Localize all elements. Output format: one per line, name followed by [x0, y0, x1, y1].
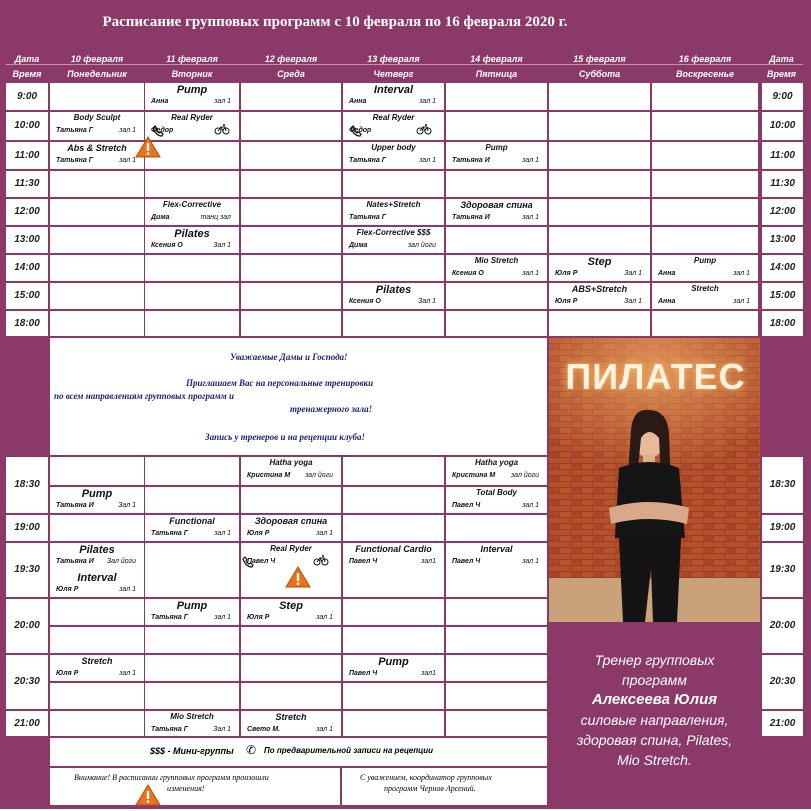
- warning-icon: [285, 566, 311, 593]
- class-title: Step: [587, 256, 612, 268]
- schedule-cell: [652, 112, 758, 140]
- room-label: зал 1: [119, 586, 136, 593]
- class-event: [50, 571, 144, 597]
- trainer-line: здоровая спина, Pilates,: [576, 732, 733, 748]
- instructor-name: Павел Ч: [349, 558, 378, 565]
- class-event: [343, 142, 444, 168]
- schedule-cell: [50, 199, 144, 225]
- class-title: Flex-Corrective $$$: [356, 228, 431, 237]
- time-cell: 18:00: [762, 311, 803, 336]
- schedule-cell: [241, 627, 341, 653]
- mini-groups-text: $$$ - Мини-группы: [150, 746, 234, 756]
- schedule-cell: [50, 83, 144, 110]
- instructor-name: Юля Р: [56, 670, 79, 677]
- class-event: [343, 83, 444, 109]
- class-title: Interval: [373, 84, 414, 96]
- class-title: Real Ryder: [270, 544, 312, 553]
- class-event: [50, 487, 144, 513]
- class-title: Pump: [176, 600, 208, 612]
- signature-text: С уважением, координатор групповых: [360, 773, 492, 782]
- schedule-cell: [343, 711, 444, 736]
- page-title: Расписание групповых программ с 10 февраля по 16 февраля 2020 г.: [102, 14, 568, 30]
- room-label: зал 1: [522, 502, 539, 509]
- date-label-left: Дата: [14, 54, 40, 64]
- room-label: зал 1: [733, 298, 750, 305]
- room-label: зал 1: [119, 670, 136, 677]
- time-cell: 11:30: [762, 171, 803, 197]
- trainer-line: силовые направления,: [580, 712, 729, 728]
- schedule-cell: [652, 83, 758, 110]
- schedule-cell: [145, 543, 239, 571]
- instructor-name: Татьяна Г: [56, 157, 94, 164]
- schedule-cell: [446, 83, 547, 110]
- class-title: Mio Stretch: [170, 712, 214, 721]
- schedule-cell: [50, 457, 144, 485]
- schedule-cell: [241, 683, 341, 709]
- schedule-cell: [241, 283, 341, 309]
- schedule-cell: [343, 599, 444, 625]
- class-event: [50, 543, 144, 569]
- room-label: Зал 1: [418, 298, 436, 305]
- instructor-name: Татьяна И: [56, 558, 94, 565]
- room-label: Зал 1: [624, 270, 642, 277]
- room-label: зал 1: [119, 127, 136, 134]
- warning-icon: [135, 136, 161, 163]
- schedule-cell: [343, 683, 444, 709]
- instructor-name: Юля Р: [247, 530, 270, 537]
- instructor-name: Татьяна И: [56, 502, 94, 509]
- room-label: зал1: [421, 670, 436, 677]
- class-event: [446, 199, 547, 225]
- time-cell: 19:00: [6, 515, 48, 541]
- day-date-sat: 15 февраля: [573, 54, 626, 64]
- notice-line: Приглашаем Вас на персональные тренировки: [186, 378, 374, 388]
- class-title: Body Sculpt: [73, 113, 121, 122]
- instructor-name: Юля Р: [247, 614, 270, 621]
- class-event: [145, 199, 239, 225]
- class-title: Nates+Stretch: [366, 200, 421, 209]
- schedule-cell: [549, 142, 650, 169]
- time-cell: 20:00: [762, 599, 803, 653]
- trainer-line: Mio Stretch.: [617, 752, 692, 768]
- time-cell: 20:00: [6, 599, 48, 653]
- instructor-name: Юля Р: [56, 586, 79, 593]
- class-title: Interval: [480, 544, 513, 554]
- header-divider: [6, 64, 803, 65]
- class-event: [50, 142, 144, 168]
- time-cell: 9:00: [6, 83, 48, 110]
- class-event: [446, 457, 547, 483]
- schedule-cell: [652, 142, 758, 169]
- class-event: [343, 199, 444, 225]
- class-title: Здоровая спина: [254, 516, 328, 526]
- schedule-cell: [145, 487, 239, 513]
- schedule-cell: [50, 683, 144, 709]
- room-label: Зал 1: [118, 502, 136, 509]
- schedule-cell: [446, 627, 547, 653]
- class-title: Real Ryder: [171, 113, 213, 122]
- time-cell: 18:00: [6, 311, 48, 336]
- class-event: [343, 227, 444, 253]
- room-label: зал 1: [522, 558, 539, 565]
- schedule-cell: [241, 142, 341, 169]
- class-event: [549, 283, 650, 309]
- time-cell: 13:00: [762, 227, 803, 253]
- day-date-tue: 11 февраля: [166, 54, 218, 64]
- schedule-cell: [50, 227, 144, 253]
- schedule-cell: [241, 171, 341, 197]
- schedule-cell: [241, 199, 341, 225]
- notice-line: тренажерного зала!: [290, 404, 373, 414]
- class-event: [145, 515, 239, 541]
- class-event: [446, 255, 547, 281]
- room-label: зал йоги: [510, 472, 539, 479]
- instructor-name: Анна: [151, 98, 169, 105]
- schedule-cell: [343, 515, 444, 541]
- day-name-thu: Четверг: [373, 69, 414, 79]
- day-date-sun: 16 февраля: [678, 54, 732, 64]
- schedule-cell: [241, 311, 341, 336]
- time-cell: 14:00: [6, 255, 48, 281]
- instructor-name: Татьяна Г: [349, 214, 387, 221]
- day-name-sun: Воскресенье: [676, 69, 734, 79]
- instructor-name: Кристина М: [452, 472, 496, 479]
- time-cell: 15:00: [6, 283, 48, 309]
- day-name-mon: Понедельник: [67, 69, 127, 79]
- schedule-cell: [446, 311, 547, 336]
- notice-line: Уважаемые Дамы и Господа!: [230, 352, 348, 362]
- instructor-name: Павел Ч: [452, 558, 481, 565]
- schedule-cell: [446, 655, 547, 681]
- class-event: [145, 227, 239, 253]
- class-title: Real Ryder: [372, 113, 415, 122]
- class-title: Flex-Corrective: [162, 200, 222, 209]
- time-cell: 12:00: [6, 199, 48, 225]
- bike-icon: [313, 553, 329, 571]
- warning-text: изменения!: [167, 784, 205, 793]
- schedule-cell: [50, 311, 144, 336]
- schedule-cell: [50, 711, 144, 736]
- time-cell: 14:00: [762, 255, 803, 281]
- instructor-name: Татьяна Г: [151, 726, 189, 733]
- instructor-name: Татьяна Г: [349, 157, 387, 164]
- phone-icon: ✆: [246, 743, 257, 757]
- day-date-fri: 14 февраля: [470, 54, 523, 64]
- warning-icon: [135, 784, 161, 811]
- class-title: Pump: [693, 256, 717, 265]
- instructor-name: Татьяна Г: [151, 530, 189, 537]
- schedule-cell: [549, 83, 650, 110]
- class-event: [343, 543, 444, 569]
- instructor-name: Ксения О: [349, 298, 381, 305]
- prebook-text: По предварительной записи на рецепции: [264, 746, 434, 755]
- instructor-name: Свето М.: [247, 726, 281, 733]
- schedule-cell: [343, 627, 444, 653]
- room-label: зал 1: [522, 214, 539, 221]
- class-event: [446, 543, 547, 569]
- class-title: Pilates: [79, 544, 115, 556]
- class-event: [145, 711, 239, 737]
- class-title: ABS+Stretch: [571, 284, 628, 294]
- room-label: Зал 1: [624, 298, 642, 305]
- room-label: зал 1: [522, 157, 539, 164]
- class-event: [241, 711, 341, 737]
- class-title: Здоровая спина: [460, 200, 533, 210]
- schedule-cell: [343, 487, 444, 513]
- schedule-cell: [446, 599, 547, 625]
- class-title: Interval: [77, 572, 117, 584]
- schedule-cell: [50, 171, 144, 197]
- schedule-cell: [549, 171, 650, 197]
- schedule-cell: [652, 199, 758, 225]
- class-event: [241, 515, 341, 541]
- class-title: Stretch: [275, 712, 307, 722]
- day-date-mon: 10 февраля: [70, 54, 124, 64]
- class-title: Total Body: [475, 488, 518, 497]
- room-label: танц зал: [200, 214, 231, 221]
- schedule-cell: [549, 311, 650, 336]
- schedule-cell: [50, 283, 144, 309]
- room-label: зал 1: [214, 530, 231, 537]
- day-name-sat: Суббота: [578, 69, 621, 79]
- instructor-name: Ксения О: [151, 242, 183, 249]
- class-event: [549, 255, 650, 281]
- notice-line: Запись у тренеров и на рецепции клуба!: [205, 432, 365, 442]
- instructor-name: Татьяна Г: [56, 127, 94, 134]
- schedule-cell: [446, 227, 547, 253]
- time-label-left: Время: [12, 69, 42, 79]
- schedule-cell: [343, 255, 444, 281]
- time-cell: 21:00: [762, 711, 803, 736]
- time-cell: 19:00: [762, 515, 803, 541]
- room-label: зал 1: [214, 98, 231, 105]
- room-label: зал 1: [733, 270, 750, 277]
- instructor-name: Анна: [658, 270, 676, 277]
- class-event: [652, 255, 758, 281]
- class-title: Upper body: [371, 143, 416, 152]
- time-cell: 9:00: [762, 83, 803, 110]
- class-title: Mio Stretch: [474, 256, 519, 265]
- time-cell: 11:00: [6, 142, 48, 169]
- trainer-name: Алексеева Юлия: [591, 691, 718, 708]
- schedule-cell: [549, 112, 650, 140]
- time-cell: 10:00: [6, 112, 48, 140]
- class-title: Pilates: [174, 228, 210, 240]
- room-label: зал 1: [119, 157, 136, 164]
- warning-text: Внимание! В расписании групповых программ произошли: [74, 773, 269, 782]
- schedule-cell: [241, 255, 341, 281]
- trainer-caption: [549, 650, 760, 770]
- schedule-cell: [343, 571, 444, 597]
- schedule-cell: [50, 515, 144, 541]
- class-title: Functional: [169, 516, 215, 526]
- room-label: зал йоги: [304, 472, 333, 479]
- schedule-cell: [50, 599, 144, 625]
- day-date-wed: 12 февраля: [264, 54, 318, 64]
- class-title: Stretch: [691, 284, 719, 293]
- instructor-name: Дима: [349, 242, 368, 249]
- time-cell: 20:30: [6, 655, 48, 709]
- instructor-name: Павел Ч: [247, 558, 276, 565]
- room-label: зал 1: [316, 726, 333, 733]
- schedule-cell: [343, 171, 444, 197]
- schedule-cell: [241, 227, 341, 253]
- time-cell: 11:00: [762, 142, 803, 169]
- instructor-name: Павел Ч: [349, 670, 378, 677]
- class-event: [446, 487, 547, 513]
- schedule-cell: [446, 112, 547, 140]
- instructor-name: Кристина М: [247, 472, 291, 479]
- time-cell: 19:30: [762, 543, 803, 597]
- class-title: Hatha yoga: [269, 458, 313, 467]
- phone-icon: [242, 555, 254, 573]
- schedule-cell: [145, 627, 239, 653]
- schedule-cell: [145, 255, 239, 281]
- class-event: [241, 599, 341, 625]
- time-cell: 20:30: [762, 655, 803, 709]
- trainer-photo: [549, 338, 760, 622]
- schedule-cell: [50, 627, 144, 653]
- schedule-cell: [652, 311, 758, 336]
- phone-icon: [350, 124, 362, 142]
- class-event: [343, 283, 444, 309]
- bike-icon: [214, 122, 230, 140]
- room-label: зал 1: [316, 614, 333, 621]
- schedule-cell: [50, 255, 144, 281]
- time-cell: 12:00: [762, 199, 803, 225]
- class-title: Pump: [81, 488, 113, 500]
- instructor-name: Татьяна Г: [151, 614, 189, 621]
- schedule-cell: [446, 171, 547, 197]
- instructor-name: Дима: [151, 214, 170, 221]
- schedule-cell: [241, 487, 341, 513]
- instructor-name: Ксения О: [452, 270, 484, 277]
- schedule-cell: [145, 311, 239, 336]
- schedule-cell: [145, 283, 239, 309]
- time-cell: 13:00: [6, 227, 48, 253]
- instructor-name: Анна: [349, 98, 367, 105]
- schedule-cell: [145, 571, 239, 597]
- instructor-name: Федор: [349, 127, 372, 134]
- class-event: [241, 457, 341, 483]
- room-label: зал1: [421, 558, 436, 565]
- instructor-name: Татьяна И: [452, 214, 490, 221]
- room-label: зал 1: [419, 98, 436, 105]
- class-title: Pilates: [375, 284, 412, 296]
- schedule-cell: [145, 655, 239, 681]
- trainer-line: программ: [622, 672, 687, 688]
- photo-sign-text: ПИЛАТЕС: [565, 356, 746, 397]
- time-cell: 15:00: [762, 283, 803, 309]
- room-label: зал 1: [419, 157, 436, 164]
- instructor-name: Татьяна И: [452, 157, 490, 164]
- room-label: зал йоги: [407, 242, 436, 249]
- trainer-line: Тренер групповых: [594, 652, 715, 668]
- class-title: Functional Cardio: [355, 544, 432, 554]
- class-title: Pump: [176, 84, 208, 96]
- time-label-right: Время: [767, 69, 796, 79]
- class-event: [446, 142, 547, 168]
- class-title: Stretch: [81, 656, 113, 666]
- schedule-cell: [446, 711, 547, 736]
- class-title: Hatha yoga: [474, 458, 519, 467]
- day-name-wed: Среда: [277, 69, 305, 79]
- schedule-cell: [549, 199, 650, 225]
- signature-text: программ Чернов Арсений.: [384, 784, 476, 793]
- time-cell: 11:30: [6, 171, 48, 197]
- day-name-fri: Пятница: [475, 69, 518, 79]
- notice-line: по всем направлениям групповых программ и: [54, 391, 235, 401]
- schedule-cell: [549, 227, 650, 253]
- day-name-tue: Вторник: [171, 69, 213, 79]
- class-event: [343, 655, 444, 681]
- schedule-cell: [241, 83, 341, 110]
- schedule-cell: [343, 457, 444, 485]
- room-label: Зал 1: [213, 242, 231, 249]
- day-date-thu: 13 февраля: [367, 54, 420, 64]
- room-label: зал 1: [214, 614, 231, 621]
- room-label: Зал 1: [213, 726, 231, 733]
- class-title: Pump: [378, 656, 409, 668]
- instructor-name: Юля Р: [555, 298, 578, 305]
- schedule-cell: [652, 171, 758, 197]
- time-cell: 19:30: [6, 543, 48, 597]
- room-label: зал 1: [522, 270, 539, 277]
- time-cell: 18:30: [6, 457, 48, 513]
- schedule-cell: [241, 655, 341, 681]
- instructor-name: Анна: [658, 298, 676, 305]
- class-title: Pump: [485, 143, 508, 152]
- instructor-name: Федор: [151, 127, 174, 134]
- date-label-right: Дата: [769, 54, 794, 64]
- schedule-cell: [652, 227, 758, 253]
- class-event: [145, 599, 239, 625]
- schedule-cell: [145, 683, 239, 709]
- class-event: [652, 283, 758, 309]
- schedule-cell: [145, 171, 239, 197]
- schedule-cell: [446, 571, 547, 597]
- class-event: [50, 112, 144, 138]
- class-title: Abs & Stretch: [67, 143, 127, 153]
- time-cell: 10:00: [762, 112, 803, 140]
- instructor-name: Юля Р: [555, 270, 578, 277]
- room-label: Зал йоги: [106, 558, 136, 565]
- schedule-cell: [343, 311, 444, 336]
- schedule-cell: [241, 112, 341, 140]
- bike-icon: [416, 122, 432, 140]
- time-cell: 21:00: [6, 711, 48, 736]
- schedule-cell: [446, 683, 547, 709]
- instructor-name: Павел Ч: [452, 502, 481, 509]
- class-event: [50, 655, 144, 681]
- room-label: зал 1: [316, 530, 333, 537]
- schedule-cell: [446, 283, 547, 309]
- class-event: [145, 83, 239, 109]
- schedule-cell: [446, 515, 547, 541]
- time-cell: 18:30: [762, 457, 803, 513]
- schedule-cell: [145, 457, 239, 485]
- class-title: Step: [279, 600, 303, 612]
